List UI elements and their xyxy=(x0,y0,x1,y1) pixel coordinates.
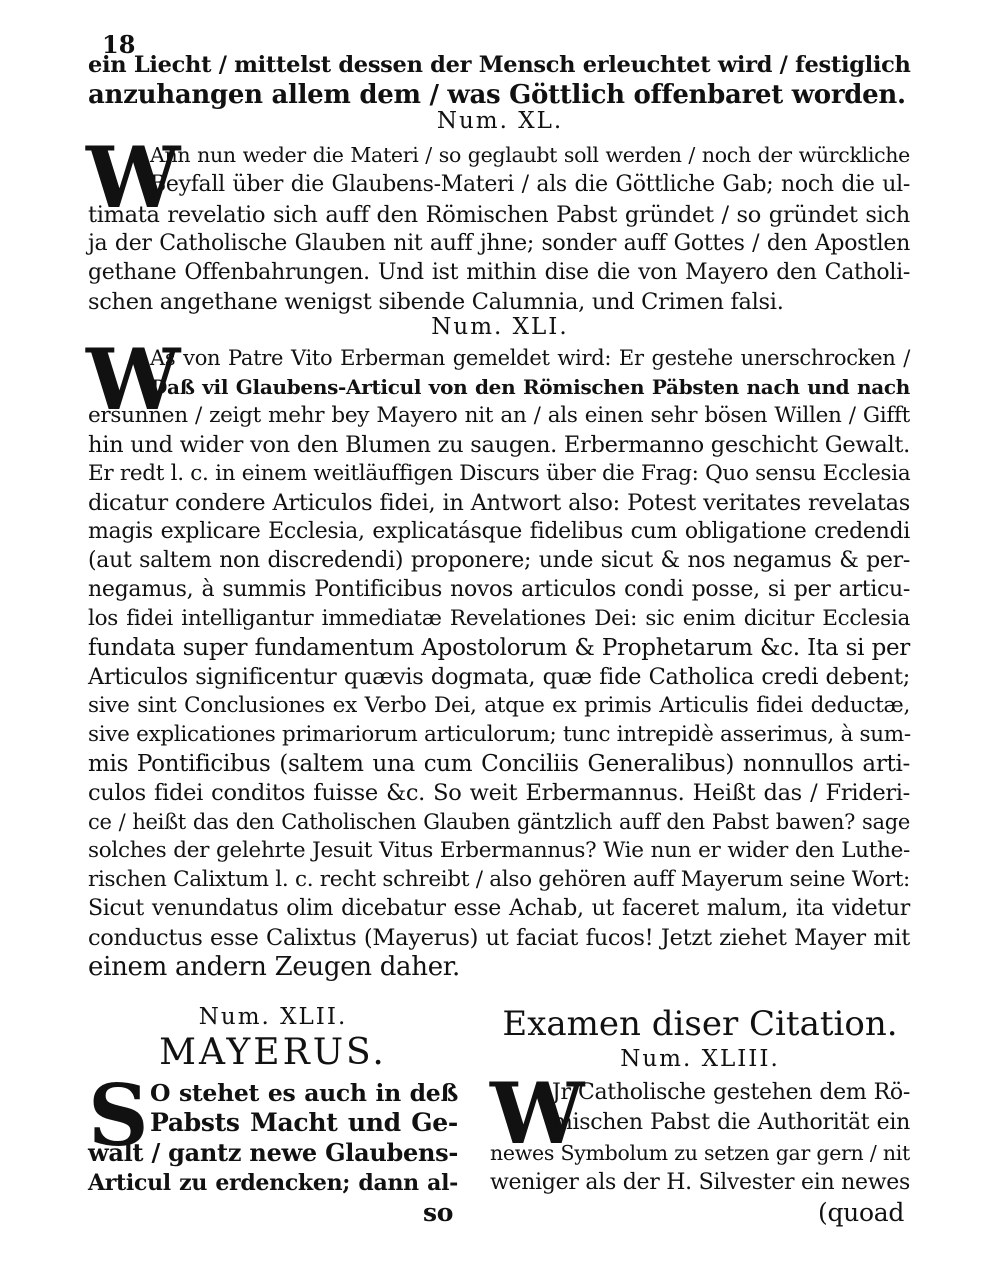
section-41-line: negamus, à summis Pontificibus novos articulos condi posse, si per articu- xyxy=(88,577,910,602)
section-40-line: Beyfall über die Glaubens-Materi / als die Göttliche Gab; noch die ul- xyxy=(150,172,910,197)
section-40-dropcap: W xyxy=(86,128,181,227)
section-42-heading: Num. XLII. xyxy=(198,1004,348,1030)
section-43-line: (quoad xyxy=(818,1198,905,1227)
intro-line: ein Liecht / mittelst dessen der Mensch erleuchtet wird / festiglich xyxy=(88,52,911,78)
section-41-dropcap: W xyxy=(86,330,181,429)
section-43-line: newes Symbolum zu setzen gar gern / nit xyxy=(490,1141,910,1165)
section-41-line: magis explicare Ecclesia, explicatásque fidelibus cum obligatione credendi xyxy=(88,519,910,544)
section-42-line: Articul zu erdencken; dann al- xyxy=(88,1170,458,1196)
section-43-line: Jr Catholische gestehen dem Rö- xyxy=(552,1080,910,1105)
section-41-heading: Num. XLI. xyxy=(431,314,569,340)
section-43-line: weniger als der H. Silvester ein newes xyxy=(490,1170,910,1195)
section-42-title: MAYERUS. xyxy=(159,1032,387,1073)
section-41-line: einem andern Zeugen daher. xyxy=(88,952,461,982)
left-column xyxy=(88,1004,458,1254)
section-41-line: sive sint Conclusiones ex Verbo Dei, atque ex primis Articulis fidei deductæ, xyxy=(88,693,910,718)
section-43-line: mischen Pabst die Authorität ein xyxy=(552,1110,910,1135)
section-40-line: Ann nun weder die Materi / so geglaubt soll werden / noch der würckliche xyxy=(150,143,910,167)
section-41-line: Daß vil Glaubens-Articul von den Römischen Päbsten nach und nach xyxy=(150,375,910,399)
section-41-line: sive explicationes primariorum articulorum; tunc intrepidè asserimus, à sum- xyxy=(88,722,911,747)
section-41-line: Articulos significentur quævis dogmata, quæ fide Catholica credi debent; xyxy=(88,664,910,690)
section-42-line: O stehet es auch in deß xyxy=(150,1079,458,1107)
section-42-line: Pabsts Macht und Ge- xyxy=(150,1108,458,1137)
section-40-line: timata revelatio sich auff den Römischen Pabst gründet / so gründet sich xyxy=(88,202,910,228)
section-41-line: ce / heißt das den Catholischen Glauben gäntzlich auff den Pabst bawen? sage xyxy=(88,810,910,834)
section-43-heading: Num. XLIII. xyxy=(620,1046,780,1072)
section-41-line: mis Pontificibus (saltem una cum Conciliis Generalibus) nonnullos arti- xyxy=(88,751,910,777)
section-41-line: solches der gelehrte Jesuit Vitus Erbermannus? Wie nun er wider den Luthe- xyxy=(88,838,910,863)
section-41-line: culos fidei conditos fuisse &c. So weit Erbermannus. Heißt das / Frideri- xyxy=(88,780,910,806)
section-40-line: ja der Catholische Glauben nit auff jhne; sonder auff Gottes / den Apostlen xyxy=(88,231,910,256)
section-42-line: walt / gantz newe Glaubens- xyxy=(88,1138,458,1167)
section-41-line: Sicut venundatus olim dicebatur esse Achab, ut faceret malum, ita videtur xyxy=(88,896,910,921)
section-43-dropcap: W xyxy=(490,1064,585,1163)
section-41-line: Er redt l. c. in einem weitläuffigen Discurs über die Frag: Quo sensu Ecclesia xyxy=(88,461,911,486)
section-41-line: dicatur condere Articulos fidei, in Antwort also: Potest veritates revelatas xyxy=(88,490,910,516)
section-41-line: rischen Calixtum l. c. recht schreibt / also gehören auff Mayerum seine Wort: xyxy=(88,867,910,892)
intro-line: anzuhangen allem dem / was Göttlich offenbaret worden. xyxy=(88,80,906,110)
section-41-line: conductus esse Calixtus (Mayerus) ut faciat fucos! Jetzt ziehet Mayer mit xyxy=(88,925,910,951)
section-41-line: fundata super fundamentum Apostolorum & Prophetarum &c. Ita si per xyxy=(88,635,910,661)
section-40-line: gethane Offenbahrungen. Und ist mithin dise die von Mayero den Catholi- xyxy=(88,260,910,285)
section-41-line: As von Patre Vito Erberman gemeldet wird: Er gestehe unerschrocken / xyxy=(150,346,910,370)
section-40-line: schen angethane wenigst sibende Calumnia, und Crimen falsi. xyxy=(88,289,784,315)
page-number: 18 xyxy=(102,30,136,59)
section-41-line: (aut saltem non discredendi) proponere; unde sicut & nos negamus & per- xyxy=(88,548,910,573)
section-41-line: ersunnen / zeigt mehr bey Mayero nit an / als einen sehr bösen Willen / Gifft xyxy=(88,403,910,428)
section-42-line: so xyxy=(423,1198,454,1227)
section-40-heading: Num. XL. xyxy=(436,108,564,134)
section-41-line: hin und wider von den Blumen zu saugen. Erbermanno geschicht Gewalt. xyxy=(88,432,910,458)
section-43-title: Examen diser Citation. xyxy=(502,1004,898,1044)
right-column xyxy=(490,1004,910,1254)
section-42-dropcap: S xyxy=(88,1066,149,1165)
section-41-line: los fidei intelligantur immediatæ Revelationes Dei: sic enim dicitur Ecclesia xyxy=(88,606,910,631)
